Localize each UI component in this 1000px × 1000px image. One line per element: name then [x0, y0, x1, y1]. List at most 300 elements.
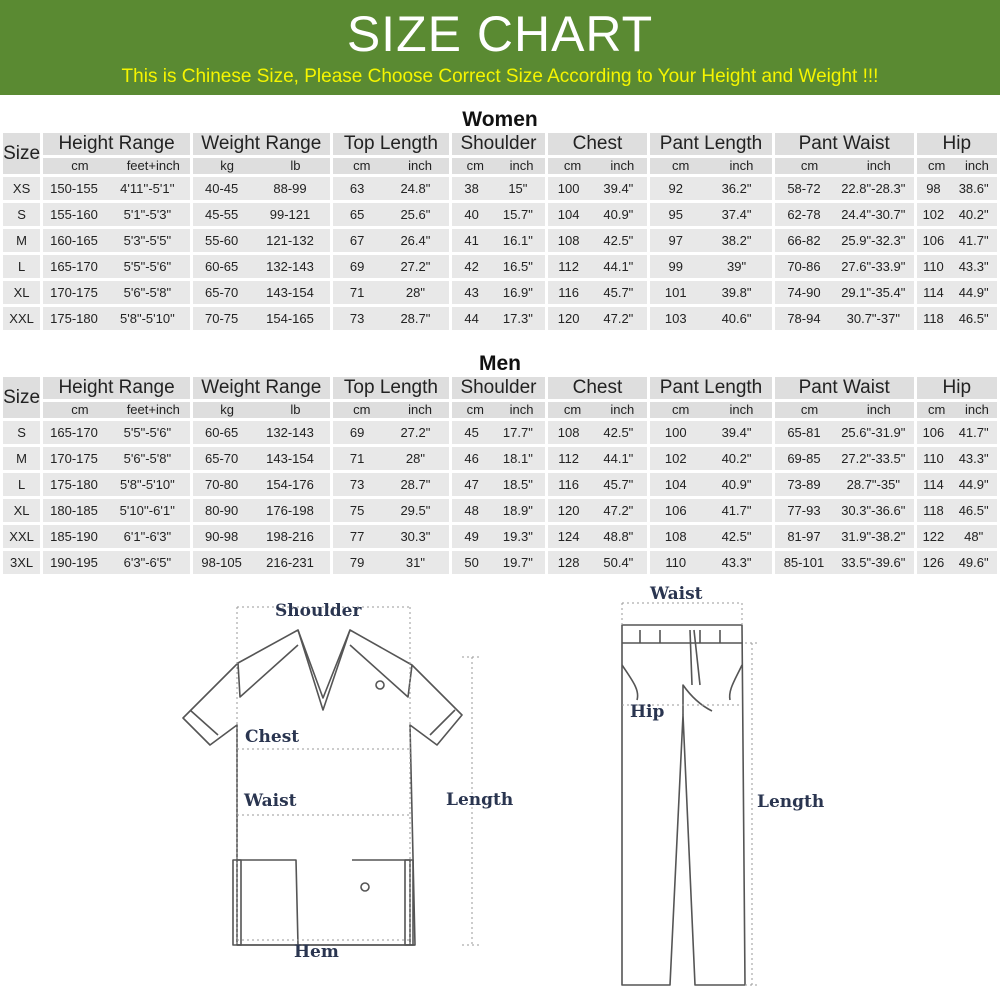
unit-header: [917, 158, 997, 174]
imperial-value: 30.7"-37": [846, 311, 900, 326]
metric-value: 106: [922, 233, 945, 248]
unit-header: [193, 402, 330, 418]
imperial-value: 44.9": [958, 477, 989, 492]
measurement-cell: [43, 281, 190, 304]
imperial-value: 30.3": [400, 529, 431, 544]
measurement-cell: [333, 203, 450, 226]
measurement-cell: [452, 281, 544, 304]
imperial-value: 25.9"-32.3": [841, 233, 906, 248]
imperial-value: 39.8": [721, 285, 752, 300]
chest-label: Chest: [245, 727, 300, 747]
measurement-cell: [452, 551, 544, 574]
table-row: [3, 203, 997, 226]
imperial-value: 25.6": [400, 207, 431, 222]
measurement-cell: [193, 551, 330, 574]
metric-value: 118: [923, 311, 944, 326]
unit-label: inch: [610, 158, 635, 173]
unit-label: lb: [290, 402, 301, 417]
measurement-cell: [650, 421, 772, 444]
metric-value: 73: [349, 311, 365, 326]
column-header: Shoulder: [452, 133, 544, 155]
column-header: Pant Waist: [775, 377, 914, 399]
women-size-table: [0, 130, 1000, 333]
measurement-cell: [333, 307, 450, 330]
size-value: M: [3, 229, 40, 252]
measurement-cell: [917, 177, 997, 200]
unit-label: cm: [71, 402, 89, 417]
table-row: [3, 525, 997, 548]
measurement-cell: [650, 229, 772, 252]
measurement-cell: [650, 499, 772, 522]
column-header: Pant Length: [650, 133, 772, 155]
unit-header: [650, 402, 772, 418]
measurement-cell: [775, 229, 914, 252]
imperial-value: 40.9": [603, 207, 634, 222]
imperial-value: 154-176: [266, 477, 314, 492]
measurement-cell: [333, 255, 450, 278]
measurement-cell: [333, 281, 450, 304]
metric-value: 47: [464, 477, 479, 492]
metric-value: 110: [665, 555, 687, 570]
measurement-cell: [775, 473, 914, 496]
table-row: [3, 473, 997, 496]
metric-value: 116: [558, 285, 579, 300]
imperial-value: 18.5": [502, 477, 533, 492]
metric-value: 58-72: [787, 181, 821, 196]
measurement-cell: [193, 307, 330, 330]
measurement-cell: [917, 473, 997, 496]
unit-header: [548, 158, 648, 174]
imperial-value: 5'10''-6'1'': [119, 503, 176, 518]
column-header: Hip: [917, 133, 997, 155]
imperial-value: 28.7": [400, 477, 431, 492]
measurement-cell: [193, 525, 330, 548]
imperial-value: 16.1": [502, 233, 533, 248]
unit-label: inch: [408, 158, 433, 173]
metric-value: 40-45: [205, 181, 239, 196]
imperial-value: 42.5": [603, 233, 634, 248]
metric-value: 45-55: [205, 207, 239, 222]
table-row: [3, 499, 997, 522]
imperial-value: 216-231: [266, 555, 314, 570]
metric-value: 114: [923, 477, 944, 492]
metric-value: 74-90: [787, 285, 821, 300]
imperial-value: 143-154: [266, 285, 314, 300]
metric-value: 120: [557, 311, 580, 326]
metric-value: 77-93: [787, 503, 821, 518]
measurement-cell: [775, 203, 914, 226]
unit-label: inch: [509, 158, 534, 173]
pants-waist-label: Waist: [650, 584, 703, 604]
unit-label: lb: [290, 158, 301, 173]
measurement-cell: [650, 525, 772, 548]
measurement-cell: [548, 203, 648, 226]
size-value: L: [3, 473, 40, 496]
measurement-cell: [775, 499, 914, 522]
imperial-value: 41.7": [721, 503, 752, 518]
imperial-value: 24.8": [400, 181, 431, 196]
measurement-cell: [775, 525, 914, 548]
imperial-value: 5'5"-5'6": [123, 425, 172, 440]
imperial-value: 28": [405, 451, 425, 466]
measurement-cell: [452, 177, 544, 200]
imperial-value: 41.7": [958, 425, 989, 440]
imperial-value: 40.9": [721, 477, 752, 492]
measurement-cell: [333, 473, 450, 496]
unit-label: cm: [563, 158, 582, 173]
size-header: Size: [3, 377, 40, 418]
metric-value: 65-70: [205, 451, 239, 466]
column-header: Chest: [548, 133, 648, 155]
imperial-value: 18.9": [502, 503, 533, 518]
imperial-value: 5'5"-5'6": [123, 259, 172, 274]
unit-header: [43, 158, 190, 174]
imperial-value: 29.1"-35.4": [841, 285, 906, 300]
metric-value: 118: [923, 503, 944, 518]
measurement-cell: [43, 177, 190, 200]
metric-value: 97: [668, 233, 683, 248]
table-row: [3, 177, 997, 200]
hem-label: Hem: [294, 942, 339, 962]
imperial-value: 88-99: [273, 181, 307, 196]
measurement-cell: [43, 525, 190, 548]
metric-value: 110: [923, 451, 944, 466]
imperial-value: 47.2": [603, 503, 634, 518]
imperial-value: 44.9": [958, 285, 989, 300]
metric-value: 112: [558, 259, 579, 274]
imperial-value: 40.2": [721, 451, 752, 466]
measurement-cell: [43, 203, 190, 226]
pants-length-label: Length: [757, 792, 825, 812]
metric-value: 90-98: [205, 529, 239, 544]
metric-value: 98: [926, 181, 941, 196]
imperial-value: 5'6"-5'8": [123, 285, 172, 300]
column-header: Weight Range: [193, 133, 330, 155]
size-value: XXL: [3, 525, 40, 548]
measurement-cell: [775, 447, 914, 470]
unit-label: inch: [729, 158, 754, 173]
table-row: [3, 421, 997, 444]
metric-value: 185-190: [50, 529, 98, 544]
imperial-value: 42.5": [721, 529, 752, 544]
metric-value: 165-170: [50, 425, 98, 440]
size-value: XL: [3, 281, 40, 304]
measurement-cell: [193, 421, 330, 444]
measurement-cell: [548, 229, 648, 252]
imperial-value: 49.6": [958, 555, 989, 570]
metric-value: 43: [464, 285, 479, 300]
metric-value: 70-86: [787, 259, 821, 274]
metric-value: 46: [464, 451, 479, 466]
measurement-cell: [43, 229, 190, 252]
metric-value: 102: [922, 207, 945, 222]
imperial-value: 143-154: [266, 451, 314, 466]
measurement-cell: [193, 281, 330, 304]
imperial-value: 43.3": [958, 259, 989, 274]
size-value: 3XL: [3, 551, 40, 574]
metric-value: 155-160: [50, 207, 98, 222]
imperial-value: 28.7"-35": [846, 477, 900, 492]
imperial-value: 48": [964, 529, 984, 544]
column-header: Hip: [917, 377, 997, 399]
imperial-value: 6'3"-6'5": [123, 555, 172, 570]
size-value: L: [3, 255, 40, 278]
metric-value: 71: [349, 451, 365, 466]
measurement-cell: [548, 421, 648, 444]
metric-value: 100: [557, 181, 580, 196]
metric-value: 108: [557, 233, 580, 248]
metric-value: 170-175: [50, 451, 98, 466]
imperial-value: 41.7": [958, 233, 989, 248]
measurement-cell: [650, 473, 772, 496]
hip-label: Hip: [630, 702, 665, 722]
unit-header: [333, 158, 450, 174]
imperial-value: 6'1"-6'3": [123, 529, 172, 544]
measurement-cell: [452, 525, 544, 548]
metric-value: 70-75: [205, 311, 239, 326]
metric-value: 65-70: [205, 285, 239, 300]
measurement-cell: [452, 203, 544, 226]
measurement-cell: [193, 447, 330, 470]
unit-label: kg: [220, 158, 234, 173]
measurement-cell: [43, 447, 190, 470]
measurement-cell: [775, 177, 914, 200]
measurement-cell: [333, 525, 450, 548]
column-header: Pant Length: [650, 377, 772, 399]
imperial-value: 31": [405, 555, 425, 570]
metric-value: 175-180: [50, 311, 98, 326]
metric-value: 120: [557, 503, 580, 518]
imperial-value: 5'3"-5'5": [123, 233, 172, 248]
table-row: [3, 255, 997, 278]
measurement-cell: [43, 307, 190, 330]
unit-label: inch: [610, 402, 635, 417]
measurement-cell: [452, 255, 544, 278]
measurement-cell: [333, 447, 450, 470]
imperial-value: 27.6"-33.9": [841, 259, 906, 274]
metric-value: 78-94: [787, 311, 821, 326]
metric-value: 49: [464, 529, 479, 544]
unit-label: cm: [671, 402, 690, 417]
metric-value: 104: [557, 207, 580, 222]
top-length-label: Length: [446, 790, 514, 810]
table-row: [3, 307, 997, 330]
unit-header: [193, 158, 330, 174]
measurement-cell: [650, 177, 772, 200]
measurement-cell: [333, 421, 450, 444]
metric-value: 104: [664, 477, 687, 492]
unit-header: [775, 402, 914, 418]
metric-value: 66-82: [787, 233, 821, 248]
metric-value: 80-90: [205, 503, 239, 518]
measurement-cell: [43, 499, 190, 522]
column-header: Chest: [548, 377, 648, 399]
metric-value: 101: [664, 285, 687, 300]
measurement-cell: [775, 255, 914, 278]
measurement-cell: [775, 421, 914, 444]
metric-value: 38: [464, 181, 479, 196]
metric-value: 44: [464, 311, 479, 326]
imperial-value: 44.1": [603, 451, 634, 466]
imperial-value: 28": [405, 285, 425, 300]
measurement-cell: [917, 499, 997, 522]
measurement-cell: [650, 281, 772, 304]
imperial-value: 38.2": [721, 233, 752, 248]
metric-value: 65-81: [787, 425, 821, 440]
imperial-value: 19.3": [502, 529, 533, 544]
metric-value: 106: [922, 425, 945, 440]
imperial-value: 5'1"-5'3": [123, 207, 172, 222]
measurement-cell: [917, 229, 997, 252]
metric-value: 81-97: [787, 529, 821, 544]
imperial-value: 31.9"-38.2": [841, 529, 906, 544]
imperial-value: 37.4": [721, 207, 752, 222]
metric-value: 55-60: [205, 233, 239, 248]
column-header: Pant Waist: [775, 133, 914, 155]
size-value: XS: [3, 177, 40, 200]
imperial-value: 45.7": [603, 477, 634, 492]
measurement-cell: [333, 177, 450, 200]
measurement-cell: [775, 281, 914, 304]
measurement-cell: [333, 551, 450, 574]
size-header: Size: [3, 133, 40, 174]
metric-value: 79: [349, 555, 365, 570]
measurement-cell: [917, 551, 997, 574]
measurement-cell: [548, 525, 648, 548]
measurement-cell: [650, 255, 772, 278]
measurement-cell: [43, 473, 190, 496]
table-row: [3, 551, 997, 574]
unit-label: inch: [866, 402, 891, 417]
metric-value: 63: [349, 181, 365, 196]
size-value: S: [3, 421, 40, 444]
imperial-value: 16.9": [502, 285, 533, 300]
scrub-top-guides: [237, 607, 482, 945]
unit-header: [452, 158, 544, 174]
measurement-cell: [452, 421, 544, 444]
imperial-value: 46.5": [958, 503, 989, 518]
column-header: Height Range: [43, 377, 190, 399]
metric-value: 110: [923, 259, 944, 274]
imperial-value: 27.2"-33.5": [841, 451, 906, 466]
imperial-value: 198-216: [266, 529, 314, 544]
imperial-value: 22.8"-28.3": [841, 181, 906, 196]
scrub-top-outline: [183, 630, 462, 945]
measurement-cell: [548, 447, 648, 470]
measurement-diagram: [0, 585, 1000, 1000]
measurement-cell: [917, 203, 997, 226]
metric-value: 69: [349, 259, 365, 274]
imperial-value: 39": [727, 259, 747, 274]
metric-value: 170-175: [50, 285, 98, 300]
unit-header: [43, 402, 190, 418]
table-row: [3, 281, 997, 304]
measurement-cell: [917, 255, 997, 278]
measurement-cell: [452, 447, 544, 470]
measurement-cell: [452, 499, 544, 522]
metric-value: 69-85: [787, 451, 821, 466]
metric-value: 150-155: [50, 181, 98, 196]
measurement-cell: [775, 551, 914, 574]
unit-label: cm: [927, 402, 946, 417]
measurement-cell: [775, 307, 914, 330]
unit-label: feet+inch: [126, 158, 180, 173]
metric-value: 69: [349, 425, 365, 440]
imperial-value: 121-132: [266, 233, 314, 248]
imperial-value: 18.1": [502, 451, 533, 466]
imperial-value: 39.4": [603, 181, 634, 196]
imperial-value: 4'11''-5'1'': [120, 181, 175, 196]
metric-value: 65: [349, 207, 365, 222]
metric-value: 92: [668, 181, 683, 196]
unit-header: [452, 402, 544, 418]
measurement-cell: [650, 203, 772, 226]
metric-value: 71: [349, 285, 365, 300]
unit-label: cm: [353, 402, 371, 417]
measurement-cell: [650, 307, 772, 330]
size-chart-header: [0, 0, 1000, 95]
metric-value: 100: [664, 425, 687, 440]
unit-label: cm: [927, 158, 946, 173]
metric-value: 62-78: [787, 207, 821, 222]
imperial-value: 44.1": [603, 259, 634, 274]
measurement-cell: [548, 499, 648, 522]
metric-value: 114: [923, 285, 944, 300]
metric-value: 95: [668, 207, 683, 222]
column-header: Top Length: [333, 377, 450, 399]
unit-label: kg: [220, 402, 234, 417]
imperial-value: 132-143: [266, 259, 314, 274]
imperial-value: 132-143: [266, 425, 314, 440]
column-header: Shoulder: [452, 377, 544, 399]
metric-value: 116: [558, 477, 579, 492]
imperial-value: 48.8": [603, 529, 634, 544]
metric-value: 60-65: [205, 259, 239, 274]
imperial-value: 27.2": [400, 425, 431, 440]
unit-label: inch: [408, 402, 433, 417]
unit-label: cm: [353, 158, 371, 173]
imperial-value: 38.6": [958, 181, 989, 196]
metric-value: 124: [557, 529, 580, 544]
men-size-table: [0, 374, 1000, 577]
measurement-cell: [193, 229, 330, 252]
imperial-value: 15": [508, 181, 528, 196]
imperial-value: 29.5": [400, 503, 431, 518]
measurement-cell: [548, 255, 648, 278]
waist-label: Waist: [244, 791, 297, 811]
table-row: [3, 447, 997, 470]
imperial-value: 40.6": [721, 311, 752, 326]
measurement-cell: [650, 551, 772, 574]
column-header: Height Range: [43, 133, 190, 155]
measurement-cell: [548, 551, 648, 574]
imperial-value: 16.5": [502, 259, 533, 274]
measurement-cell: [548, 473, 648, 496]
measurement-cell: [917, 421, 997, 444]
metric-value: 41: [464, 233, 479, 248]
column-header: Weight Range: [193, 377, 330, 399]
unit-label: inch: [964, 402, 989, 417]
metric-value: 77: [349, 529, 365, 544]
imperial-value: 39.4": [721, 425, 752, 440]
imperial-value: 15.7": [502, 207, 533, 222]
imperial-value: 176-198: [266, 503, 314, 518]
imperial-value: 99-121: [269, 207, 311, 222]
imperial-value: 5'6"-5'8": [123, 451, 172, 466]
metric-value: 70-80: [205, 477, 239, 492]
imperial-value: 46.5": [958, 311, 989, 326]
imperial-value: 27.2": [400, 259, 431, 274]
